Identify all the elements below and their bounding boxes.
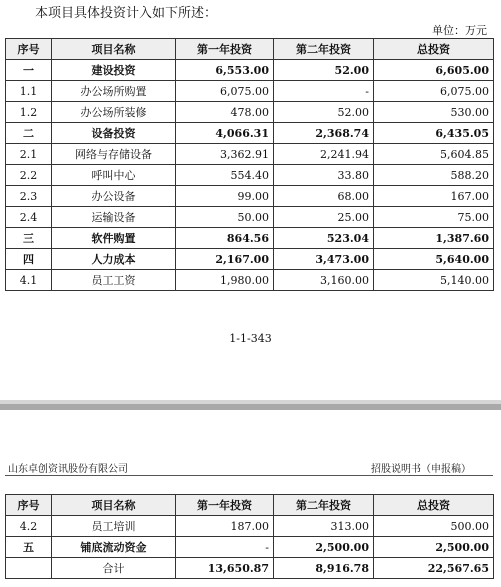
cell-name: 合计 bbox=[52, 558, 176, 579]
investment-table bbox=[5, 38, 494, 291]
document-title-header: 招股说明书（申报稿） bbox=[371, 464, 471, 475]
cell-total: 6,605.00 bbox=[374, 60, 494, 81]
col-header-name: 项目名称 bbox=[52, 39, 176, 60]
cell-year2: 33.80 bbox=[274, 165, 374, 186]
cell-year2: 25.00 bbox=[274, 207, 374, 228]
cell-year2: 313.00 bbox=[274, 516, 374, 537]
table-row bbox=[6, 60, 494, 81]
cell-year2: 3,160.00 bbox=[274, 270, 374, 291]
table-row bbox=[6, 123, 494, 144]
col-header-year1: 第一年投资 bbox=[176, 39, 274, 60]
cell-no: 二 bbox=[6, 123, 52, 144]
cell-year2: 2,500.00 bbox=[274, 537, 374, 558]
cell-name: 铺底流动资金 bbox=[52, 537, 176, 558]
header-rule bbox=[5, 475, 493, 476]
cell-no: 4.1 bbox=[6, 270, 52, 291]
cell-year1: 554.40 bbox=[176, 165, 274, 186]
cell-no: 4.2 bbox=[6, 516, 52, 537]
cell-year1: 3,362.91 bbox=[176, 144, 274, 165]
cell-total: 6,435.05 bbox=[374, 123, 494, 144]
col-header-year2: 第二年投资 bbox=[274, 495, 374, 516]
table-row bbox=[6, 249, 494, 270]
col-header-no: 序号 bbox=[6, 495, 52, 516]
cell-no: 2.2 bbox=[6, 165, 52, 186]
document-page-2 bbox=[0, 410, 501, 587]
cell-total: 75.00 bbox=[374, 207, 494, 228]
table-row bbox=[6, 537, 494, 558]
cell-no: 2.4 bbox=[6, 207, 52, 228]
col-header-total: 总投资 bbox=[374, 495, 494, 516]
cell-total: 530.00 bbox=[374, 102, 494, 123]
table-row bbox=[6, 270, 494, 291]
investment-table-continued bbox=[5, 494, 494, 579]
cell-total: 2,500.00 bbox=[374, 537, 494, 558]
cell-year1: 1,980.00 bbox=[176, 270, 274, 291]
unit-label: 单位：万元 bbox=[432, 24, 487, 37]
cell-year1: 13,650.87 bbox=[176, 558, 274, 579]
table-row bbox=[6, 207, 494, 228]
cell-no: 1.2 bbox=[6, 102, 52, 123]
table-row bbox=[6, 165, 494, 186]
table-row-total bbox=[6, 558, 494, 579]
table-row bbox=[6, 102, 494, 123]
cell-total: 588.20 bbox=[374, 165, 494, 186]
cell-year2: 8,916.78 bbox=[274, 558, 374, 579]
cell-no: 三 bbox=[6, 228, 52, 249]
cell-name: 建设投资 bbox=[52, 60, 176, 81]
cell-no: 一 bbox=[6, 60, 52, 81]
cell-no: 1.1 bbox=[6, 81, 52, 102]
cell-no bbox=[6, 558, 52, 579]
cell-name: 办公场所装修 bbox=[52, 102, 176, 123]
cell-name: 人力成本 bbox=[52, 249, 176, 270]
table-row bbox=[6, 81, 494, 102]
cell-year2: - bbox=[274, 81, 374, 102]
cell-year1: 864.56 bbox=[176, 228, 274, 249]
cell-year1: 478.00 bbox=[176, 102, 274, 123]
cell-total: 6,075.00 bbox=[374, 81, 494, 102]
cell-name: 员工培训 bbox=[52, 516, 176, 537]
intro-text: 本项目具体投资计入如下所述： bbox=[35, 6, 218, 21]
cell-year1: 187.00 bbox=[176, 516, 274, 537]
table-row bbox=[6, 516, 494, 537]
cell-year1: 6,075.00 bbox=[176, 81, 274, 102]
table-row bbox=[6, 228, 494, 249]
cell-year1: 4,066.31 bbox=[176, 123, 274, 144]
cell-no: 五 bbox=[6, 537, 52, 558]
cell-no: 2.3 bbox=[6, 186, 52, 207]
cell-total: 5,140.00 bbox=[374, 270, 494, 291]
cell-year1: 99.00 bbox=[176, 186, 274, 207]
table-row bbox=[6, 144, 494, 165]
cell-year2: 2,241.94 bbox=[274, 144, 374, 165]
cell-year2: 2,368.74 bbox=[274, 123, 374, 144]
col-header-year1: 第一年投资 bbox=[176, 495, 274, 516]
cell-total: 500.00 bbox=[374, 516, 494, 537]
cell-total: 167.00 bbox=[374, 186, 494, 207]
cell-name: 网络与存储设备 bbox=[52, 144, 176, 165]
cell-name: 呼叫中心 bbox=[52, 165, 176, 186]
table-header-row bbox=[6, 39, 494, 60]
cell-year2: 52.00 bbox=[274, 60, 374, 81]
cell-name: 设备投资 bbox=[52, 123, 176, 144]
cell-total: 5,604.85 bbox=[374, 144, 494, 165]
cell-no: 2.1 bbox=[6, 144, 52, 165]
cell-year1: 2,167.00 bbox=[176, 249, 274, 270]
cell-total: 22,567.65 bbox=[374, 558, 494, 579]
cell-year1: - bbox=[176, 537, 274, 558]
cell-year1: 50.00 bbox=[176, 207, 274, 228]
cell-year2: 68.00 bbox=[274, 186, 374, 207]
cell-year1: 6,553.00 bbox=[176, 60, 274, 81]
table-header-row bbox=[6, 495, 494, 516]
cell-year2: 52.00 bbox=[274, 102, 374, 123]
cell-name: 运输设备 bbox=[52, 207, 176, 228]
cell-name: 软件购置 bbox=[52, 228, 176, 249]
table-row bbox=[6, 186, 494, 207]
cell-name: 办公场所购置 bbox=[52, 81, 176, 102]
cell-total: 5,640.00 bbox=[374, 249, 494, 270]
cell-name: 办公设备 bbox=[52, 186, 176, 207]
cell-no: 四 bbox=[6, 249, 52, 270]
company-name-header: 山东卓创资讯股份有限公司 bbox=[8, 464, 128, 475]
cell-year2: 3,473.00 bbox=[274, 249, 374, 270]
page-number: 1-1-343 bbox=[229, 332, 272, 345]
col-header-no: 序号 bbox=[6, 39, 52, 60]
col-header-year2: 第二年投资 bbox=[274, 39, 374, 60]
cell-year2: 523.04 bbox=[274, 228, 374, 249]
cell-name: 员工工资 bbox=[52, 270, 176, 291]
col-header-total: 总投资 bbox=[374, 39, 494, 60]
col-header-name: 项目名称 bbox=[52, 495, 176, 516]
cell-total: 1,387.60 bbox=[374, 228, 494, 249]
